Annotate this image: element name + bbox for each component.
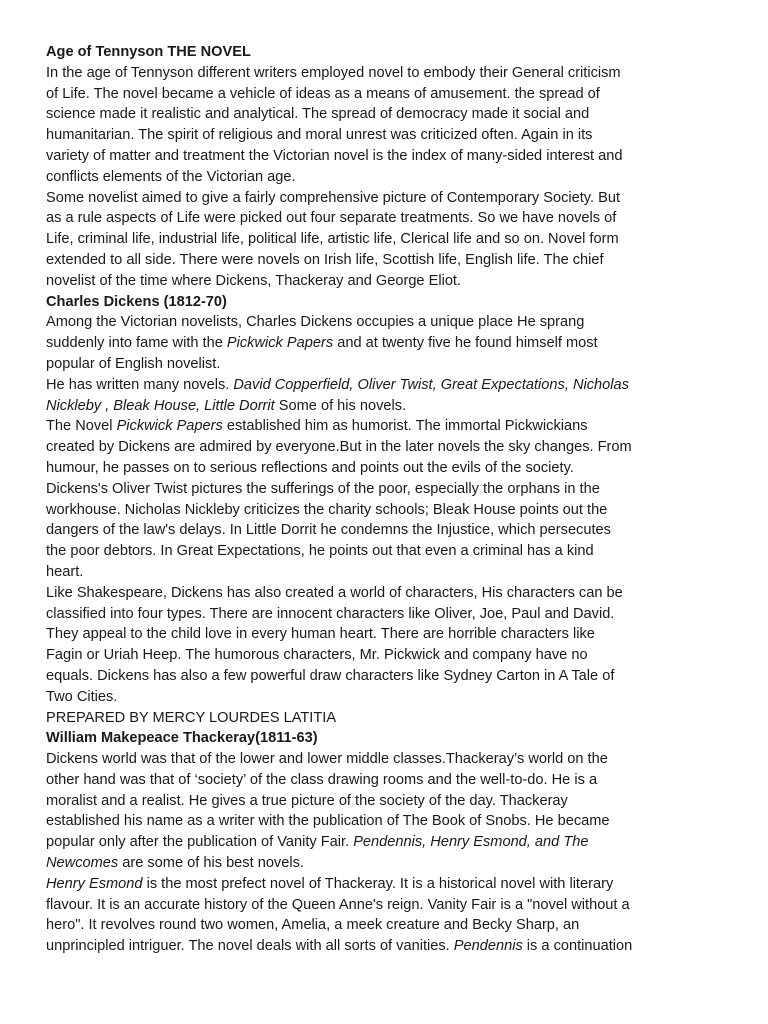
text-segment: Dickens world was that of the lower and lower middle classes.Thackeray’s world on the xyxy=(46,751,608,768)
italic-title: Pendennis xyxy=(453,938,523,955)
text-line xyxy=(46,832,736,853)
text-line xyxy=(46,749,736,770)
italic-title: Nickleby , Bleak House, Little Dorrit xyxy=(46,397,275,414)
italic-title: Pickwick Papers xyxy=(116,418,223,435)
italic-title: Pendennis, Henry Esmond, and The xyxy=(353,834,589,851)
text-segment: The Novel xyxy=(46,418,117,435)
text-segment: suddenly into fame with the xyxy=(46,335,227,352)
text-segment: the poor debtors. In Great Expectations, he points out that even a criminal has a kind xyxy=(46,543,594,560)
text-line xyxy=(46,915,736,936)
text-segment: dangers of the law's delays. In Little Dorrit he condemns the Injustice, which persecutes xyxy=(46,522,611,539)
text-line xyxy=(46,271,736,292)
text-line xyxy=(46,791,736,812)
text-line xyxy=(46,416,736,437)
text-line xyxy=(46,541,736,562)
text-segment: moralist and a realist. He gives a true picture of the society of the day. Thackeray xyxy=(46,792,568,809)
text-line xyxy=(46,853,736,874)
text-segment: Two Cities. xyxy=(46,688,118,705)
text-line xyxy=(46,728,736,749)
text-segment: and at twenty five he found himself most xyxy=(333,335,598,352)
text-segment: extended to all side. There were novels on Irish life, Scottish life, English life. The chief xyxy=(46,251,604,268)
text-segment: They appeal to the child love in every human heart. There are horrible characters like xyxy=(46,626,595,643)
text-segment: variety of matter and treatment the Victorian novel is the index of many-sided interest and xyxy=(46,147,623,164)
text-segment: novelist of the time where Dickens, Thackeray and George Eliot. xyxy=(46,272,462,289)
text-segment: conflicts elements of the Victorian age. xyxy=(46,168,296,185)
text-segment: workhouse. Nicholas Nickleby criticizes the charity schools; Bleak House points out the xyxy=(46,501,608,518)
text-line xyxy=(46,500,736,521)
text-segment: humour, he passes on to serious reflections and points out the evils of the society. xyxy=(46,459,574,476)
text-line xyxy=(46,895,736,916)
italic-title: Pickwick Papers xyxy=(226,335,334,352)
text-segment: In the age of Tennyson different writers employed novel to embody their General criticism xyxy=(46,64,621,81)
text-line xyxy=(46,708,736,729)
text-line xyxy=(46,292,736,313)
text-segment: other hand was that of ‘society’ of the class drawing rooms and the well-to-do. He is a xyxy=(46,771,598,788)
text-line xyxy=(46,250,736,271)
text-line xyxy=(46,604,736,625)
text-line xyxy=(46,874,736,895)
text-line xyxy=(46,562,736,583)
text-line xyxy=(46,687,736,708)
text-segment: is the most prefect novel of Thackeray. It is a historical novel with literary xyxy=(142,875,614,892)
text-segment: PREPARED BY MERCY LOURDES LATITIA xyxy=(46,709,337,726)
text-segment: created by Dickens are admired by everyone.But in the later novels the sky changes. From xyxy=(46,439,632,456)
italic-title: David Copperfield, Oliver Twist, Great Expectations, Nicholas xyxy=(233,376,629,393)
section-heading: William Makepeace Thackeray(1811-63) xyxy=(46,730,318,747)
text-segment: Fagin or Uriah Heep. The humorous characters, Mr. Pickwick and company have no xyxy=(46,647,588,664)
text-line xyxy=(46,437,736,458)
text-line xyxy=(46,645,736,666)
text-segment: Dickens's Oliver Twist pictures the sufferings of the poor, especially the orphans in the xyxy=(46,480,600,497)
text-line xyxy=(46,333,736,354)
text-line xyxy=(46,354,736,375)
text-segment: science made it realistic and analytical. The spread of democracy made it social and xyxy=(46,106,590,123)
text-segment: established his name as a writer with the publication of The Book of Snobs. He became xyxy=(46,813,610,830)
text-segment: humanitarian. The spirit of religious and moral unrest was criticized often. Again in its xyxy=(46,127,593,144)
text-line xyxy=(46,208,736,229)
text-segment: established him as humorist. The immortal Pickwickians xyxy=(222,418,588,435)
text-line xyxy=(46,936,736,957)
text-line xyxy=(46,375,736,396)
text-line xyxy=(46,624,736,645)
text-segment: of Life. The novel became a vehicle of ideas as a means of amusement. the spread of xyxy=(46,85,600,102)
text-segment: equals. Dickens has also a few powerful draw characters like Sydney Carton in A Tale of xyxy=(46,667,615,684)
text-line xyxy=(46,125,736,146)
section-heading: Charles Dickens (1812-70) xyxy=(46,293,227,310)
text-line xyxy=(46,396,736,417)
text-segment: as a rule aspects of Life were picked out four separate treatments. So we have novels of xyxy=(46,210,617,227)
text-line xyxy=(46,458,736,479)
text-line xyxy=(46,146,736,167)
text-line xyxy=(46,770,736,791)
text-line xyxy=(46,229,736,250)
text-line xyxy=(46,84,736,105)
text-segment: Among the Victorian novelists, Charles Dickens occupies a unique place He sprang xyxy=(46,314,585,331)
italic-title: Henry Esmond xyxy=(46,875,143,892)
text-segment: is a continuation xyxy=(522,938,633,955)
text-segment: popular of English novelist. xyxy=(46,355,221,372)
text-segment: classified into four types. There are innocent characters like Oliver, Joe, Paul and David. xyxy=(46,605,615,622)
text-line xyxy=(46,520,736,541)
text-line xyxy=(46,104,736,125)
text-line xyxy=(46,167,736,188)
text-segment: He has written many novels. xyxy=(46,376,234,393)
text-line xyxy=(46,42,736,63)
text-segment: are some of his best novels. xyxy=(118,855,304,872)
text-line xyxy=(46,811,736,832)
text-segment: Some of his novels. xyxy=(274,397,407,414)
text-line xyxy=(46,312,736,333)
text-line xyxy=(46,666,736,687)
text-line xyxy=(46,188,736,209)
section-heading: Age of Tennyson THE NOVEL xyxy=(46,44,251,60)
document-page xyxy=(46,42,736,957)
text-segment: popular only after the publication of Vanity Fair. xyxy=(46,834,354,851)
text-segment: Life, criminal life, industrial life, political life, artistic life, Clerical life and so on. Novel form xyxy=(46,231,619,248)
text-segment: unprincipled intriguer. The novel deals with all sorts of vanities. xyxy=(46,938,454,955)
text-segment: hero". It revolves round two women, Amelia, a meek creature and Becky Sharp, an xyxy=(46,917,580,934)
text-segment: Some novelist aimed to give a fairly comprehensive picture of Contemporary Society. But xyxy=(46,189,621,206)
text-segment: Like Shakespeare, Dickens has also created a world of characters, His characters can be xyxy=(46,584,623,601)
text-line xyxy=(46,63,736,84)
italic-title: Newcomes xyxy=(46,855,119,872)
text-segment: flavour. It is an accurate history of the Queen Anne's reign. Vanity Fair is a "novel without a xyxy=(46,896,630,913)
text-segment: heart. xyxy=(46,563,84,580)
text-line xyxy=(46,479,736,500)
text-line xyxy=(46,583,736,604)
